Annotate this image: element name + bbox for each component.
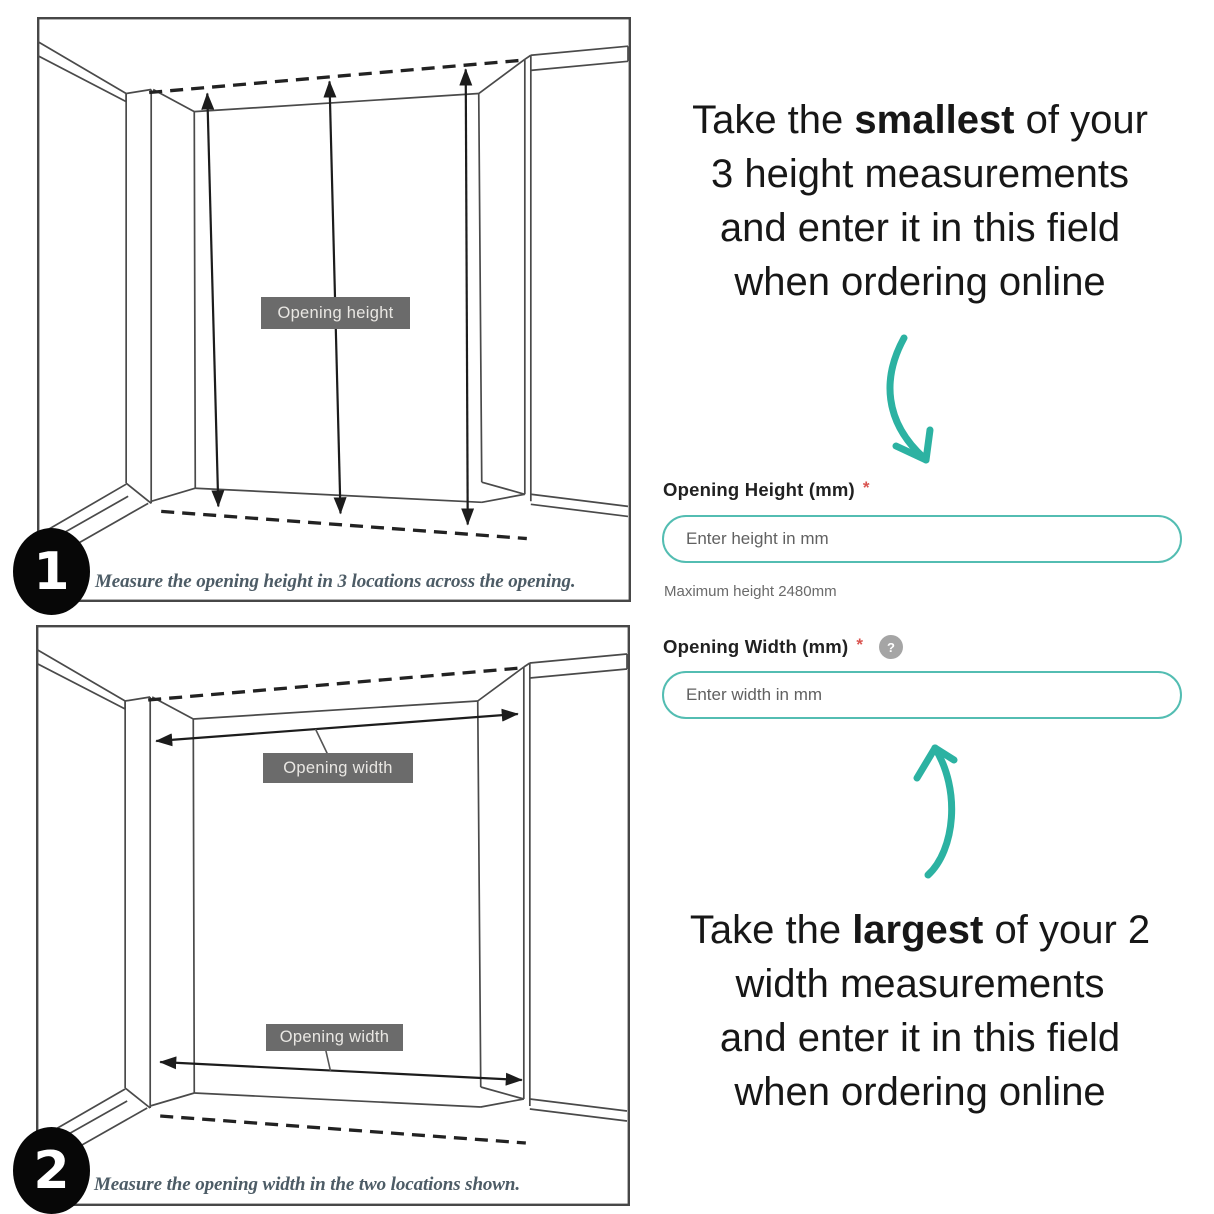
opening-width-diagram-drawing	[36, 625, 630, 1206]
diagram1-caption: Measure the opening height in 3 locations across the opening.	[95, 571, 576, 592]
diagram2-caption: Measure the opening width in the two locations shown.	[94, 1174, 520, 1195]
step-2-badge: 2	[13, 1127, 90, 1214]
curved-arrow-down-icon	[868, 330, 948, 472]
opening-height-label: Opening height	[261, 297, 410, 329]
opening-width-label-bottom: Opening width	[266, 1024, 403, 1051]
opening-width-field-label-row	[663, 635, 903, 659]
width-instruction-text	[650, 903, 1190, 1119]
max-height-helper-text: Maximum height 2480mm	[664, 583, 837, 600]
room-sketch-lines	[36, 649, 627, 1203]
opening-width-label-top: Opening width	[263, 753, 413, 783]
instruction-line: width measurements	[735, 962, 1105, 1006]
opening-width-diagram	[36, 625, 630, 1206]
opening-height-diagram	[37, 17, 631, 602]
height-instruction-text	[650, 93, 1190, 309]
required-asterisk: *	[862, 478, 870, 497]
instruction-line: 3 height measurements	[710, 152, 1129, 196]
curved-arrow-up-icon	[905, 740, 975, 885]
opening-width-field-label: Opening Width (mm)	[663, 636, 849, 657]
instruction-line: and enter it in this field	[719, 1016, 1121, 1060]
step-1-badge: 1	[13, 528, 90, 615]
instruction-line: when ordering online	[734, 1070, 1106, 1114]
instruction-line: Take the largest of your 2	[689, 908, 1151, 952]
opening-width-input[interactable]	[662, 671, 1182, 719]
required-asterisk: *	[856, 635, 863, 654]
instruction-line: when ordering online	[734, 260, 1106, 304]
help-icon[interactable]: ?	[879, 635, 903, 659]
instruction-line: Take the smallest of your	[692, 98, 1148, 142]
opening-height-field-label-row	[663, 478, 870, 502]
opening-height-field-label: Opening Height (mm)	[663, 479, 855, 500]
instruction-line: and enter it in this field	[719, 206, 1121, 250]
opening-height-input[interactable]	[662, 515, 1182, 563]
